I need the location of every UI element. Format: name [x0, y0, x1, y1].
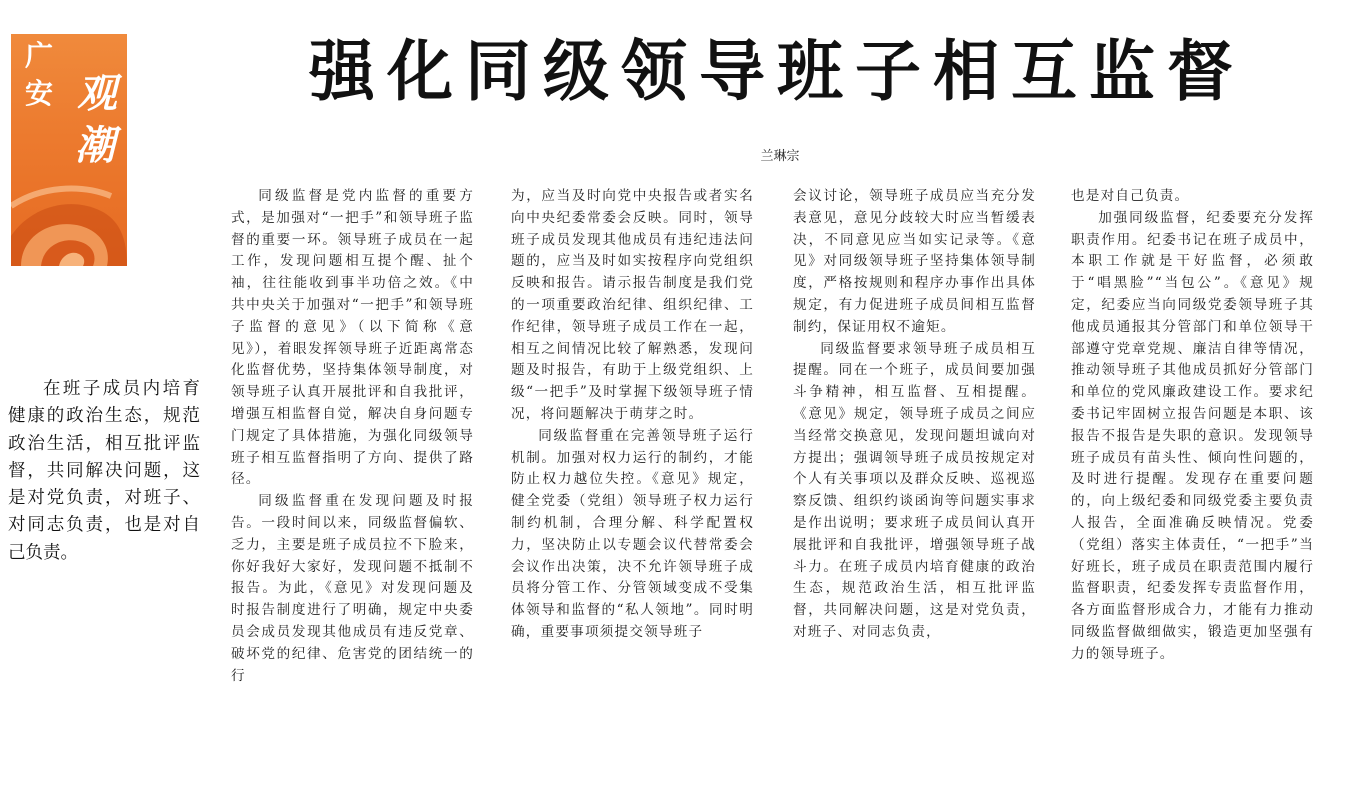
text-column [793, 186, 1036, 786]
paragraph: 同级监督要求领导班子成员相互提醒。同在一个班子，成员间要加强斗争精神，相互监督、互相提醒。《意见》规定，领导班子成员之间应当经常交换意见，发现问题坦诚向对方提出；强调领导班子成员按规定对个人有关事项以及群众反映、巡视巡察反馈、组织约谈函询等问题实事求是作出说明；要求班子成员间认真开展批评和自我批评，增强领导班子战斗力。在班子成员内培育健康的政治生态，规范政治生活，相互批评监督，共同解决问题，这是对党负责，对班子、对同志负责， [793, 340, 1036, 640]
text-column [1071, 186, 1314, 786]
paragraph: 同级监督是党内监督的重要方式，是加强对“一把手”和领导班子监督的重要一环。领导班子成员在一起工作，发现问题相互提个醒、扯个袖，往往能收到事半功倍之效。《中共中央关于加强对“一把手”和领导班子监督的意见》（以下简称《意见》），着眼发挥领导班子近距离常态化监督优势，坚持集体领导制度，对领导班子认真开展批评和自我批评，增强互相监督自觉，解决自身问题专门规定了具体措施，为强化同级领导班子相互监督指明了方向、提供了路径。 [231, 188, 474, 488]
paragraph: 加强同级监督，纪委要充分发挥职责作用。纪委书记在班子成员中，本职工作就是干好监督，必须敢于“唱黑脸”“当包公”。《意见》规定，纪委应当向同级党委领导班子其他成员通报其分管部门和单位领导干部遵守党章党规、廉洁自律等情况，推动领导班子其他成员抓好分管部门和单位的党风廉政建设工作。要求纪委书记牢固树立报告问题是本职、该报告不报告是失职的意识。发现领导班子成员有苗头性、倾向性问题的，及时进行提醒。发现存在重要问题的，向上级纪委和同级党委主要负责人报告，全面准确反映情况。党委（党组）落实主体责任，“一把手”当好班长，班子成员在职责范围内履行监督职责，纪委发挥专责监督作用，各方面监督形成合力，才能有力推动同级监督做细做实，锻造更加坚强有力的领导班子。 [1071, 209, 1314, 662]
paragraph: 为，应当及时向党中央报告或者实名向中央纪委常委会反映。同时，领导班子成员发现其他成员有违纪违法问题的，应当及时如实按程序向党组织反映和报告。请示报告制度是我们党的一项重要政治纪律、组织纪律、工作纪律，领导班子成员工作在一起，相互之间情况比较了解熟悉，发现问题及时报告，有助于上级党组织、上级“一把手”及时掌握下级领导班子情况，将问题解决于萌芽之时。 [511, 188, 754, 422]
paragraph: 同级监督重在完善领导班子运行机制。加强对权力运行的制约，才能防止权力越位失控。《意见》规定，健全党委（党组）领导班子权力运行制约机制，合理分解、科学配置权力，坚决防止以专题会议代替常委会会议作出决策，决不允许领导班子成员将分管工作、分管领域变成不受集体领导和监督的“私人领地”。同时明确，重要事项须提交领导班子 [511, 427, 754, 640]
paragraph: 也是对自己负责。 [1071, 188, 1190, 204]
logo-char: 安 [25, 77, 54, 110]
article-author: 兰琳宗 [760, 149, 800, 164]
text-column [231, 186, 474, 786]
paragraph: 会议讨论，领导班子成员应当充分发表意见，意见分歧较大时应当暂缓表决，不同意见应当如实记录等。《意见》对同级领导班子坚持集体领导制度，严格按规则和程序办事作出具体规定，有力促进班子成员间相互监督制约，保证用权不逾矩。 [793, 188, 1036, 335]
logo-char: 广 [25, 39, 54, 72]
pull-quote: 在班子成员内培育健康的政治生态，规范政治生活，相互批评监督，共同解决问题，这是对党负责，对班子、对同志负责，也是对自己负责。 [8, 379, 200, 563]
paragraph: 同级监督重在发现问题及时报告。一段时间以来，同级监督偏软、乏力，主要是班子成员拉不下脸来，你好我好大家好，发现问题不抵制不报告。为此，《意见》对发现问题及时报告制度进行了明确，规定中央委员会成员发现其他成员有违反党章、破坏党的纪律、危害党的团结统一的行 [231, 493, 474, 684]
logo-char: 潮 [75, 122, 115, 169]
text-column [511, 186, 754, 786]
column-logo [11, 34, 127, 266]
article-title: 强化同级领导班子相互监督 [309, 33, 1245, 110]
wave-icon [11, 166, 127, 266]
logo-char: 观 [77, 70, 117, 117]
